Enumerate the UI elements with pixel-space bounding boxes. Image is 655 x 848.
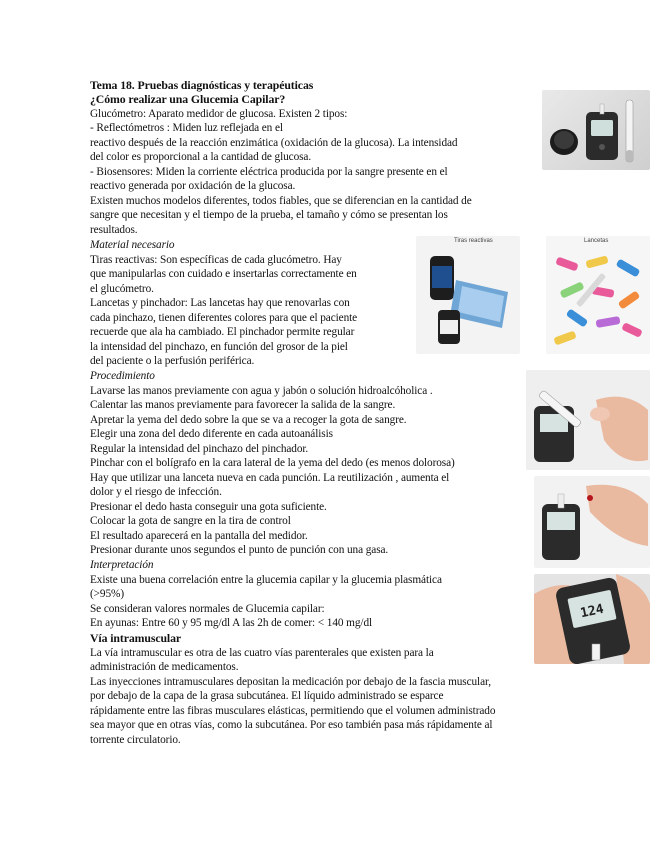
interpretation-line: (>95%) bbox=[90, 588, 125, 600]
procedure-line: Lavarse las manos previamente con agua y jabón o solución hidroalcóholica . bbox=[90, 385, 433, 397]
meter-reading-value: 124 bbox=[579, 601, 606, 622]
procedure-line: Presionar el dedo hasta conseguir una gota suficiente. bbox=[90, 501, 327, 513]
intro-line: sangre que necesitan y el tiempo de la prueba, el tamaño y cómo se presentan los bbox=[90, 209, 448, 221]
finger-prick-photo bbox=[526, 370, 650, 470]
interpretation-line: Se consideran valores normales de Glucemia capilar: bbox=[90, 603, 325, 615]
meter-reading-photo bbox=[534, 574, 650, 664]
glucometer-kit-photo bbox=[542, 90, 650, 170]
procedure-line: Calentar las manos previamente para favorecer la salida de la sangre. bbox=[90, 399, 396, 411]
procedure-line: dolor y el riesgo de infección. bbox=[90, 486, 222, 498]
interpretation-line: En ayunas: Entre 60 y 95 mg/dl A las 2h de comer: < 140 mg/dl bbox=[90, 617, 373, 629]
procedure-line: Hay que utilizar una lanceta nueva en cada punción. La reutilización , aumenta el bbox=[90, 472, 450, 484]
im-line: La vía intramuscular es otra de las cuatro vías parenterales que existen para la bbox=[90, 647, 434, 659]
subheading-interpretacion: Interpretación bbox=[90, 559, 154, 571]
glucometer-kit-illustration bbox=[542, 90, 650, 170]
procedure-line: Colocar la gota de sangre en la tira de control bbox=[90, 515, 291, 527]
im-line: torrente circulatorio. bbox=[90, 734, 181, 746]
im-line: rápidamente entre las fibras musculares elásticas, permitiendo que el volumen administrado bbox=[90, 705, 496, 717]
blood-drop-photo bbox=[534, 476, 650, 568]
im-line: Las inyecciones intramusculares depositan la medicación por debajo de la fascia muscular, bbox=[90, 676, 491, 688]
intro-line: Glucómetro: Aparato medidor de glucosa. Existen 2 tipos: bbox=[90, 108, 348, 120]
material-line: que manipularlas con cuidado e insertarlas correctamente en bbox=[90, 268, 357, 280]
im-line: por debajo de la capa de la grasa subcutánea. El líquido administrado se esparce bbox=[90, 690, 444, 702]
document-title: Tema 18. Pruebas diagnósticas y terapéuticas bbox=[90, 78, 314, 92]
material-line: Lancetas y pinchador: Las lancetas hay que renovarlas con bbox=[90, 297, 350, 309]
subheading-procedimiento: Procedimiento bbox=[90, 370, 155, 382]
finger-prick-illustration bbox=[526, 370, 650, 470]
lancets-caption: Lancetas bbox=[584, 238, 609, 244]
procedure-line: Apretar la yema del dedo sobre la que se va a recoger la gota de sangre. bbox=[90, 414, 407, 426]
intro-line: reactivo después de la reacción enzimática (oxidación de la glucosa). La intensidad bbox=[90, 137, 458, 149]
intro-line: reactivo generada por oxidación de la glucosa. bbox=[90, 180, 296, 192]
section-heading-intramuscular: Vía intramuscular bbox=[90, 631, 182, 645]
intro-line: Existen muchos modelos diferentes, todos fiables, que se diferencian en la cantidad de bbox=[90, 195, 472, 207]
material-line: la intensidad del pinchazo, en función del grosor de la piel bbox=[90, 341, 348, 353]
strips-caption: Tiras reactivas bbox=[454, 238, 493, 244]
intro-line: resultados. bbox=[90, 224, 138, 236]
lancets-photo bbox=[546, 236, 650, 354]
material-line: recuerde que ala ha cambiado. El pinchador permite regular bbox=[90, 326, 355, 338]
im-line: sea mayor que en otras vías, como la subcutánea. Por eso también pasa más rápidamente al bbox=[90, 719, 493, 731]
subheading-material: Material necesario bbox=[90, 239, 175, 251]
procedure-line: Presionar durante unos segundos el punto de punción con una gasa. bbox=[90, 544, 389, 556]
material-line: cada pinchazo, tienen diferentes colores para que el paciente bbox=[90, 312, 358, 324]
intro-line: - Reflectómetros : Miden luz reflejada en el bbox=[90, 122, 283, 134]
test-strips-illustration bbox=[416, 236, 520, 354]
material-line: del paciente o la perfusión periférica. bbox=[90, 355, 255, 367]
lancets-illustration bbox=[546, 236, 650, 354]
procedure-line: El resultado aparecerá en la pantalla del medidor. bbox=[90, 530, 308, 542]
test-strips-photo bbox=[416, 236, 520, 354]
procedure-line: Regular la intensidad del pinchazo del pinchador. bbox=[90, 443, 309, 455]
procedure-line: Pinchar con el bolígrafo en la cara lateral de la yema del dedo (es menos dolorosa) bbox=[90, 457, 455, 469]
blood-drop-illustration bbox=[534, 476, 650, 568]
material-line: Tiras reactivas: Son específicas de cada glucómetro. Hay bbox=[90, 254, 342, 266]
section-heading-glucemia: ¿Cómo realizar una Glucemia Capilar? bbox=[90, 92, 286, 106]
intro-line: - Biosensores: Miden la corriente eléctrica producida por la sangre presente en el bbox=[90, 166, 448, 178]
meter-reading-illustration bbox=[534, 574, 650, 664]
intro-line: del color es proporcional a la cantidad de glucosa. bbox=[90, 151, 312, 163]
interpretation-line: Existe una buena correlación entre la glucemia capilar y la glucemia plasmática bbox=[90, 574, 442, 586]
material-line: el glucómetro. bbox=[90, 283, 154, 295]
procedure-line: Elegir una zona del dedo diferente en cada autoanálisis bbox=[90, 428, 333, 440]
im-line: administración de medicamentos. bbox=[90, 661, 239, 673]
